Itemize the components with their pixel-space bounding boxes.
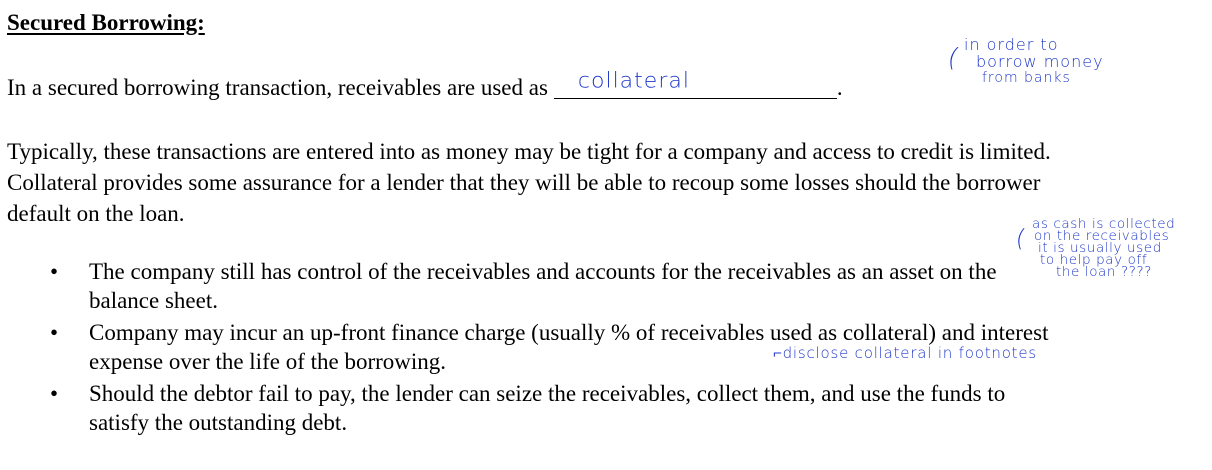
list-item-text: The company still has control of the receivables and accounts for the receivables as an asset on the balance sheet. xyxy=(89,259,997,313)
section-heading: Secured Borrowing: xyxy=(7,10,205,35)
note-line: as cash is collected xyxy=(1032,216,1176,232)
list-item-text: Company may incur an up-front finance charge (usually % of receivables used as collateral) and interest expense over the life of the borrowing. xyxy=(89,320,1049,374)
handwritten-note-borrow xyxy=(944,35,1104,86)
fill-in-sentence xyxy=(7,69,843,103)
answer-blank xyxy=(554,69,837,99)
note-line: disclose collateral in footnotes xyxy=(782,344,1037,362)
sentence-text: In a secured borrowing transaction, receivables are used as xyxy=(7,75,548,100)
list-item xyxy=(0,379,1059,437)
sentence-end: . xyxy=(836,75,843,100)
note-dash: ⌐ xyxy=(773,344,783,362)
note-line: borrow money xyxy=(976,52,1104,71)
bullet-glyph: • xyxy=(50,381,59,406)
handwritten-note-cash xyxy=(1013,216,1176,280)
handwritten-answer: collateral xyxy=(577,69,690,94)
bullet-glyph: • xyxy=(50,259,59,284)
note-bracket: ( xyxy=(1013,223,1028,253)
intro-paragraph: Typically, these transactions are entered into as money may be tight for a company and access to credit is limited. Collateral provides some assurance for a lender that they will be able to recoup some losses should the borrower default on the loan. xyxy=(7,139,1051,226)
handwritten-note-footnotes xyxy=(773,346,1037,361)
note-line: to help pay off xyxy=(1040,252,1148,268)
list-item xyxy=(0,257,1059,315)
bullet-glyph: • xyxy=(50,320,59,345)
list-item-text: Should the debtor fail to pay, the lender can seize the receivables, collect them, and use the funds to satisfy the outstanding debt. xyxy=(89,381,1006,435)
note-line: it is usually used xyxy=(1038,240,1162,256)
note-line: in order to xyxy=(964,35,1059,54)
note-line: the loan ???? xyxy=(1056,264,1153,280)
note-line: from banks xyxy=(982,70,1071,86)
note-bracket: ( xyxy=(944,42,962,74)
note-line: on the receivables xyxy=(1034,228,1170,244)
